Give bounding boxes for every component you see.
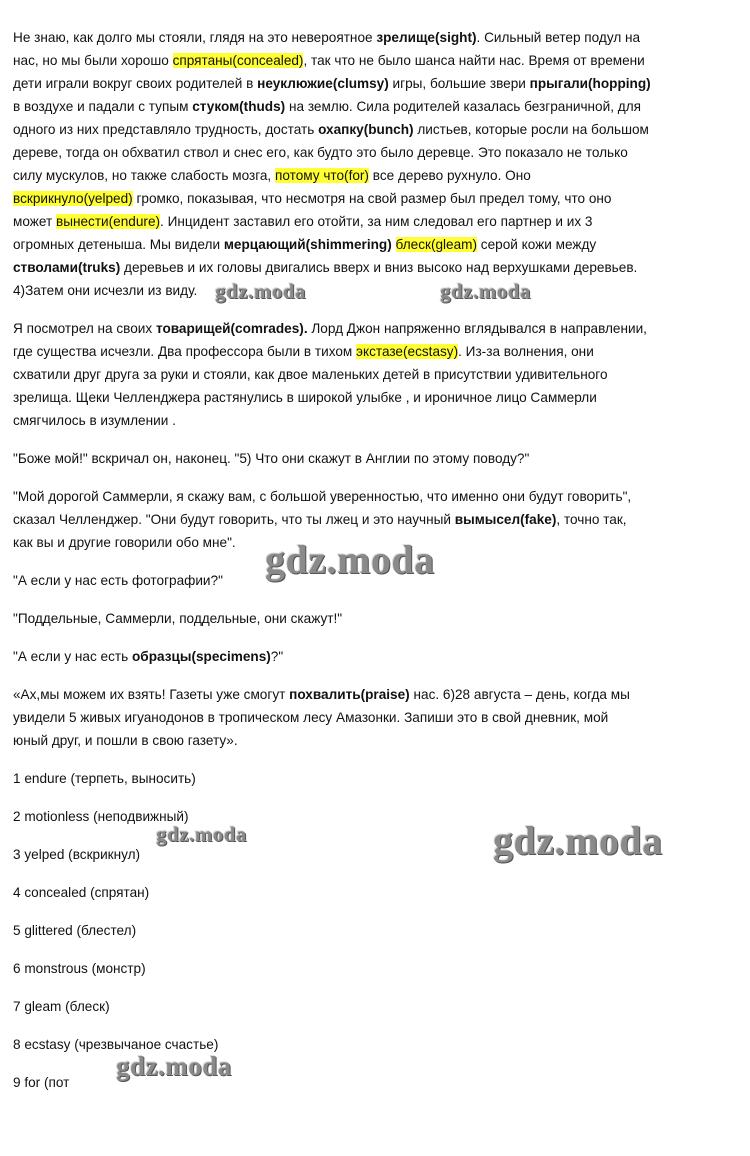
watermark: gdz.moda — [116, 1051, 232, 1081]
paragraph — [13, 1033, 651, 1056]
text-line — [13, 95, 651, 118]
text-run: увидели 5 живых игуанодонов в тропическом лесу Амазонки. Запиши это в свой дневник, мой — [13, 710, 609, 725]
text-line — [13, 995, 651, 1018]
text-run: нас, но мы были хорошо — [13, 53, 173, 68]
text-run: 4 concealed (спрятан) — [13, 885, 150, 900]
paragraph — [13, 607, 651, 630]
text-run: Лорд Джон напряженно вглядывался в направлении, — [307, 321, 647, 336]
text-run: может — [13, 214, 56, 229]
watermark: gdz.moda — [215, 279, 306, 303]
text-run: громко, показывая, что несмотря на свой размер был предел тому, что оно — [132, 191, 612, 206]
text-run: как вы и другие говорили обо мне". — [13, 535, 236, 550]
paragraph — [13, 881, 651, 904]
text-line — [13, 256, 651, 279]
text-line — [13, 881, 651, 904]
paragraph — [13, 767, 651, 790]
text-run: . Инцидент заставил его отойти, за ним следовал его партнер и их 3 — [160, 214, 593, 229]
text-run — [392, 237, 396, 252]
text-run: все дерево рухнуло. Оно — [368, 168, 531, 183]
paragraph — [13, 26, 651, 302]
text-line — [13, 447, 651, 470]
text-line — [13, 645, 651, 668]
paragraph — [13, 919, 651, 942]
paragraph — [13, 683, 651, 752]
bold-term: вымысел(fake) — [454, 512, 557, 527]
text-run: 3 yelped (вскрикнул) — [13, 847, 141, 862]
text-line — [13, 49, 651, 72]
bold-term: образцы(specimens) — [132, 649, 271, 664]
text-line — [13, 26, 651, 49]
text-run: в воздухе и падали с тупым — [13, 99, 193, 114]
text-run: , точно так, — [556, 512, 627, 527]
text-line — [13, 729, 651, 752]
paragraph — [13, 995, 651, 1018]
bold-term: охапку(bunch) — [318, 122, 414, 137]
bold-term: неуклюжие(clumsy) — [257, 76, 389, 91]
bold-term: зрелище(sight) — [376, 30, 477, 45]
text-run: . Из-за волнения, они — [458, 344, 594, 359]
text-run: нас. 6)28 августа – день, когда мы — [409, 687, 630, 702]
bold-term: прыгали(hopping) — [529, 76, 651, 91]
text-run: 1 endure (терпеть, выносить) — [13, 771, 196, 786]
text-run: "А если у нас есть фотографии?" — [13, 573, 223, 588]
text-run: дети играли вокруг своих родителей в — [13, 76, 258, 91]
text-line — [13, 340, 651, 363]
bold-term: мерцающий(shimmering) — [223, 237, 392, 252]
text-line — [13, 118, 651, 141]
highlighted-term: вскрикнуло(yelped) — [13, 191, 133, 206]
highlighted-term: потому что(for) — [275, 168, 369, 183]
text-run: серой кожи между — [477, 237, 597, 252]
text-run: дереве, тогда он обхватил ствол и снес его, как будто это было деревце. Это показало не только — [13, 145, 628, 160]
text-run: 2 motionless (неподвижный) — [13, 809, 189, 824]
text-run: Не знаю, как долго мы стояли, глядя на это невероятное — [13, 30, 377, 45]
text-run: сказал Челленджер. "Они будут говорить, что ты лжец и это научный — [13, 512, 455, 527]
text-line — [13, 1033, 651, 1056]
text-run: Я посмотрел на своих — [13, 321, 156, 336]
text-run: 9 for (пот — [13, 1075, 70, 1090]
text-line — [13, 919, 651, 942]
watermark: gdz.moda — [265, 537, 435, 582]
text-line — [13, 187, 651, 210]
text-run: 4)Затем они исчезли из виду. — [13, 283, 198, 298]
text-line — [13, 363, 651, 386]
text-run: 7 gleam (блеск) — [13, 999, 110, 1014]
highlighted-term: вынести(endure) — [55, 214, 161, 229]
highlighted-term: спрятаны(concealed) — [172, 53, 304, 68]
watermark: gdz.moda — [156, 822, 247, 846]
text-line — [13, 1071, 651, 1094]
text-run: смягчилось в изумлении . — [13, 413, 176, 428]
text-line — [13, 508, 651, 531]
text-run: зрелища. Щеки Челленджера растянулись в широкой улыбке , и ироничное лицо Саммерли — [13, 390, 597, 405]
text-line — [13, 706, 651, 729]
text-run: 8 ecstasy (чрезвычаное счастье) — [13, 1037, 219, 1052]
text-run: "Мой дорогой Саммерли, я скажу вам, с большой уверенностью, что именно они будут говорить", — [13, 489, 632, 504]
paragraph — [13, 645, 651, 668]
text-run: ?" — [270, 649, 284, 664]
text-run: деревьев и их головы двигались вверх и вниз высоко над верхушками деревьев. — [120, 260, 638, 275]
text-line — [13, 409, 651, 432]
text-line — [13, 607, 651, 630]
paragraph — [13, 957, 651, 980]
text-run: листьев, которые росли на большом — [413, 122, 649, 137]
text-line — [13, 141, 651, 164]
text-run: «Ах,мы можем их взять! Газеты уже смогут — [13, 687, 290, 702]
text-run: "А если у нас есть — [13, 649, 132, 664]
text-run: огромных детеныша. Мы видели — [13, 237, 224, 252]
text-run: . Сильный ветер подул на — [476, 30, 641, 45]
text-line — [13, 386, 651, 409]
text-run: силу мускулов, но также слабость мозга, — [13, 168, 275, 183]
paragraph — [13, 317, 651, 432]
text-run: , так что не было шанса найти нас. Время от времени — [303, 53, 645, 68]
text-run: схватили друг друга за руки и стояли, как двое маленьких детей в присутствии удивительного — [13, 367, 608, 382]
highlighted-term: экстазе(ecstasy) — [356, 344, 459, 359]
watermark: gdz.moda — [493, 818, 663, 863]
text-run: "Поддельные, Саммерли, поддельные, они скажут!" — [13, 611, 343, 626]
paragraph — [13, 1071, 651, 1094]
text-run: на землю. Сила родителей казалась безграничной, для — [285, 99, 641, 114]
text-run: где существа исчезли. Два профессора были в тихом — [13, 344, 357, 359]
paragraph — [13, 447, 651, 470]
text-line — [13, 317, 651, 340]
text-run: "Боже мой!" вскричал он, наконец. "5) Что они скажут в Англии по этому поводу?" — [13, 451, 530, 466]
text-run: 6 monstrous (монстр) — [13, 961, 146, 976]
watermark: gdz.moda — [440, 279, 531, 303]
text-line — [13, 210, 651, 233]
text-line — [13, 164, 651, 187]
text-line — [13, 279, 651, 302]
bold-term: стуком(thuds) — [192, 99, 286, 114]
highlighted-term: блеск(gleam) — [395, 237, 478, 252]
text-line — [13, 767, 651, 790]
text-run: одного из них представляло трудность, достать — [13, 122, 319, 137]
text-line — [13, 957, 651, 980]
text-line — [13, 485, 651, 508]
bold-term: похвалить(praise) — [289, 687, 410, 702]
bold-term: товарищей(comrades). — [155, 321, 308, 336]
text-run: 5 glittered (блестел) — [13, 923, 137, 938]
text-line — [13, 233, 651, 256]
text-run: игры, большие звери — [388, 76, 530, 91]
text-run: юный друг, и пошли в свою газету». — [13, 733, 238, 748]
text-line — [13, 683, 651, 706]
bold-term: стволами(truks) — [13, 260, 121, 275]
text-line — [13, 72, 651, 95]
